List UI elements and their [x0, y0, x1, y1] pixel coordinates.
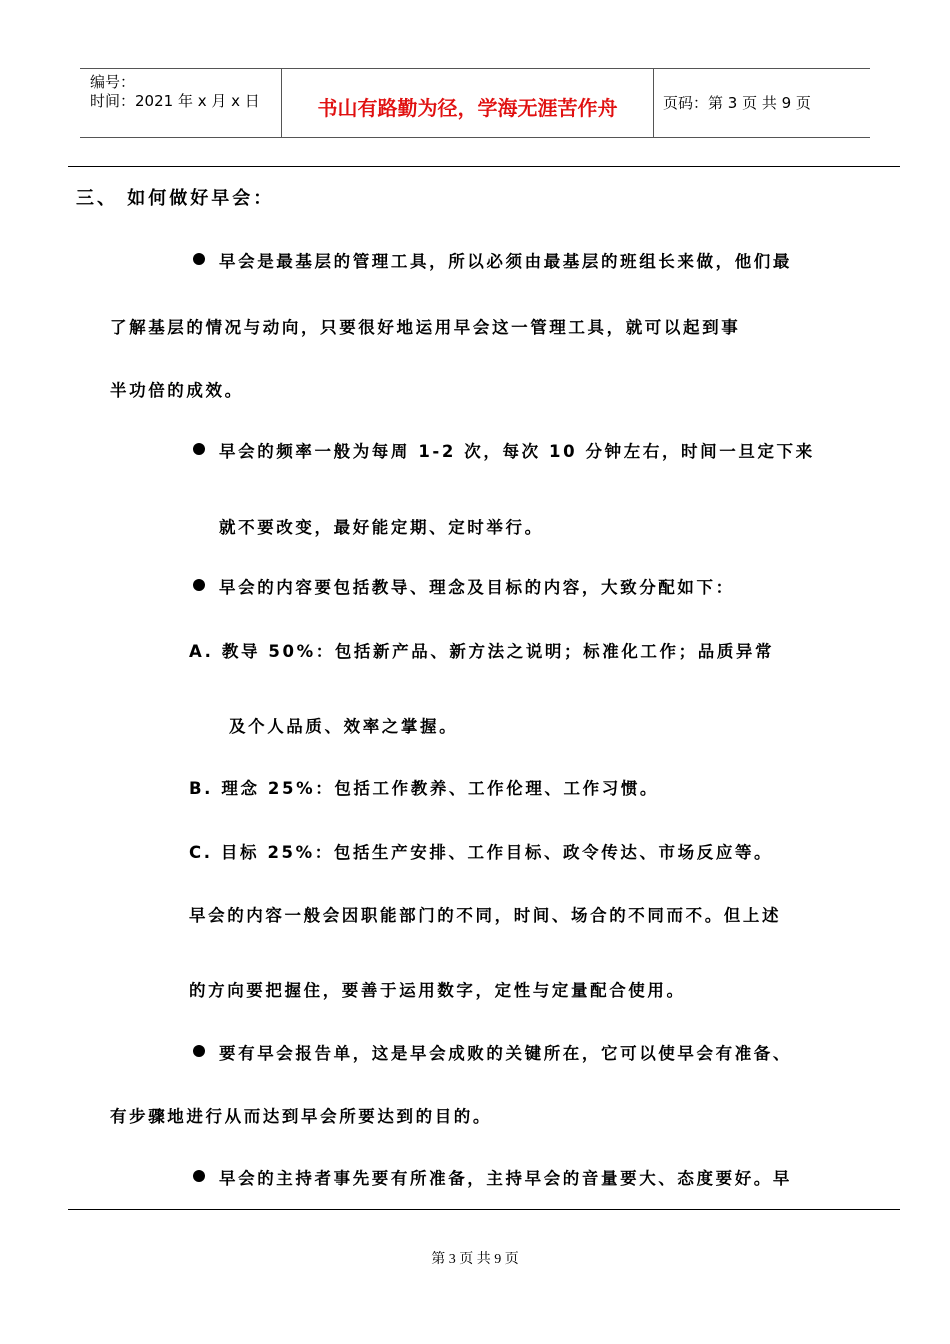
bullet-dot [193, 1045, 205, 1057]
item-a-line-2: 及个人品质、效率之掌握。 [229, 717, 459, 736]
bullet-3-line-1: 早会的内容要包括教导、理念及目标的内容，大致分配如下： [219, 578, 735, 597]
paragraph-line-1: 早会的内容一般会因职能部门的不同，时间、场合的不同而不。但上述 [189, 906, 782, 925]
top-divider [68, 166, 900, 167]
header-page-cell [654, 69, 870, 137]
bullet-dot [193, 579, 205, 591]
bullet-1-line-2: 了解基层的情况与动向，只要很好地运用早会这一管理工具，就可以起到事 [110, 318, 741, 337]
bullet-5-line-1: 早会的主持者事先要有所准备，主持早会的音量要大、态度要好。早 [219, 1169, 792, 1188]
item-c-line: C. 目标 25%：包括生产安排、工作目标、政令传达、市场反应等。 [189, 843, 774, 862]
time-label: 时间：2021 年 x 月 x 日 [90, 92, 260, 110]
number-label: 编号： [90, 73, 136, 91]
bullet-1-line-3: 半功倍的成效。 [110, 381, 244, 400]
header-motto-cell [282, 69, 654, 137]
header-table [80, 68, 870, 138]
bullet-dot [193, 443, 205, 455]
bullet-dot [193, 1170, 205, 1182]
header-meta-cell [80, 69, 282, 137]
paragraph-line-2: 的方向要把握住，要善于运用数字，定性与定量配合使用。 [189, 981, 686, 1000]
bullet-1-line-1: 早会是最基层的管理工具，所以必须由最基层的班组长来做，他们最 [219, 252, 792, 271]
page-footer: 第 3 页 共 9 页 [431, 1252, 519, 1267]
bullet-2-line-1: 早会的频率一般为每周 1-2 次，每次 10 分钟左右，时间一旦定下来 [219, 442, 815, 461]
bullet-4-line-2: 有步骤地进行从而达到早会所要达到的目的。 [110, 1107, 492, 1126]
page-info: 页码：第 3 页 共 9 页 [663, 94, 811, 112]
item-b-line: B. 理念 25%：包括工作教养、工作伦理、工作习惯。 [189, 779, 660, 798]
section-title: 三、 如何做好早会： [76, 188, 275, 209]
bullet-2-line-2: 就不要改变，最好能定期、定时举行。 [219, 518, 544, 537]
bottom-divider [68, 1209, 900, 1210]
item-a-line-1: A. 教导 50%：包括新产品、新方法之说明；标准化工作；品质异常 [189, 642, 775, 661]
bullet-dot [193, 253, 205, 265]
motto: 书山有路勤为径，学海无涯苦作舟 [317, 96, 618, 120]
bullet-4-line-1: 要有早会报告单，这是早会成败的关键所在，它可以使早会有准备、 [219, 1044, 792, 1063]
